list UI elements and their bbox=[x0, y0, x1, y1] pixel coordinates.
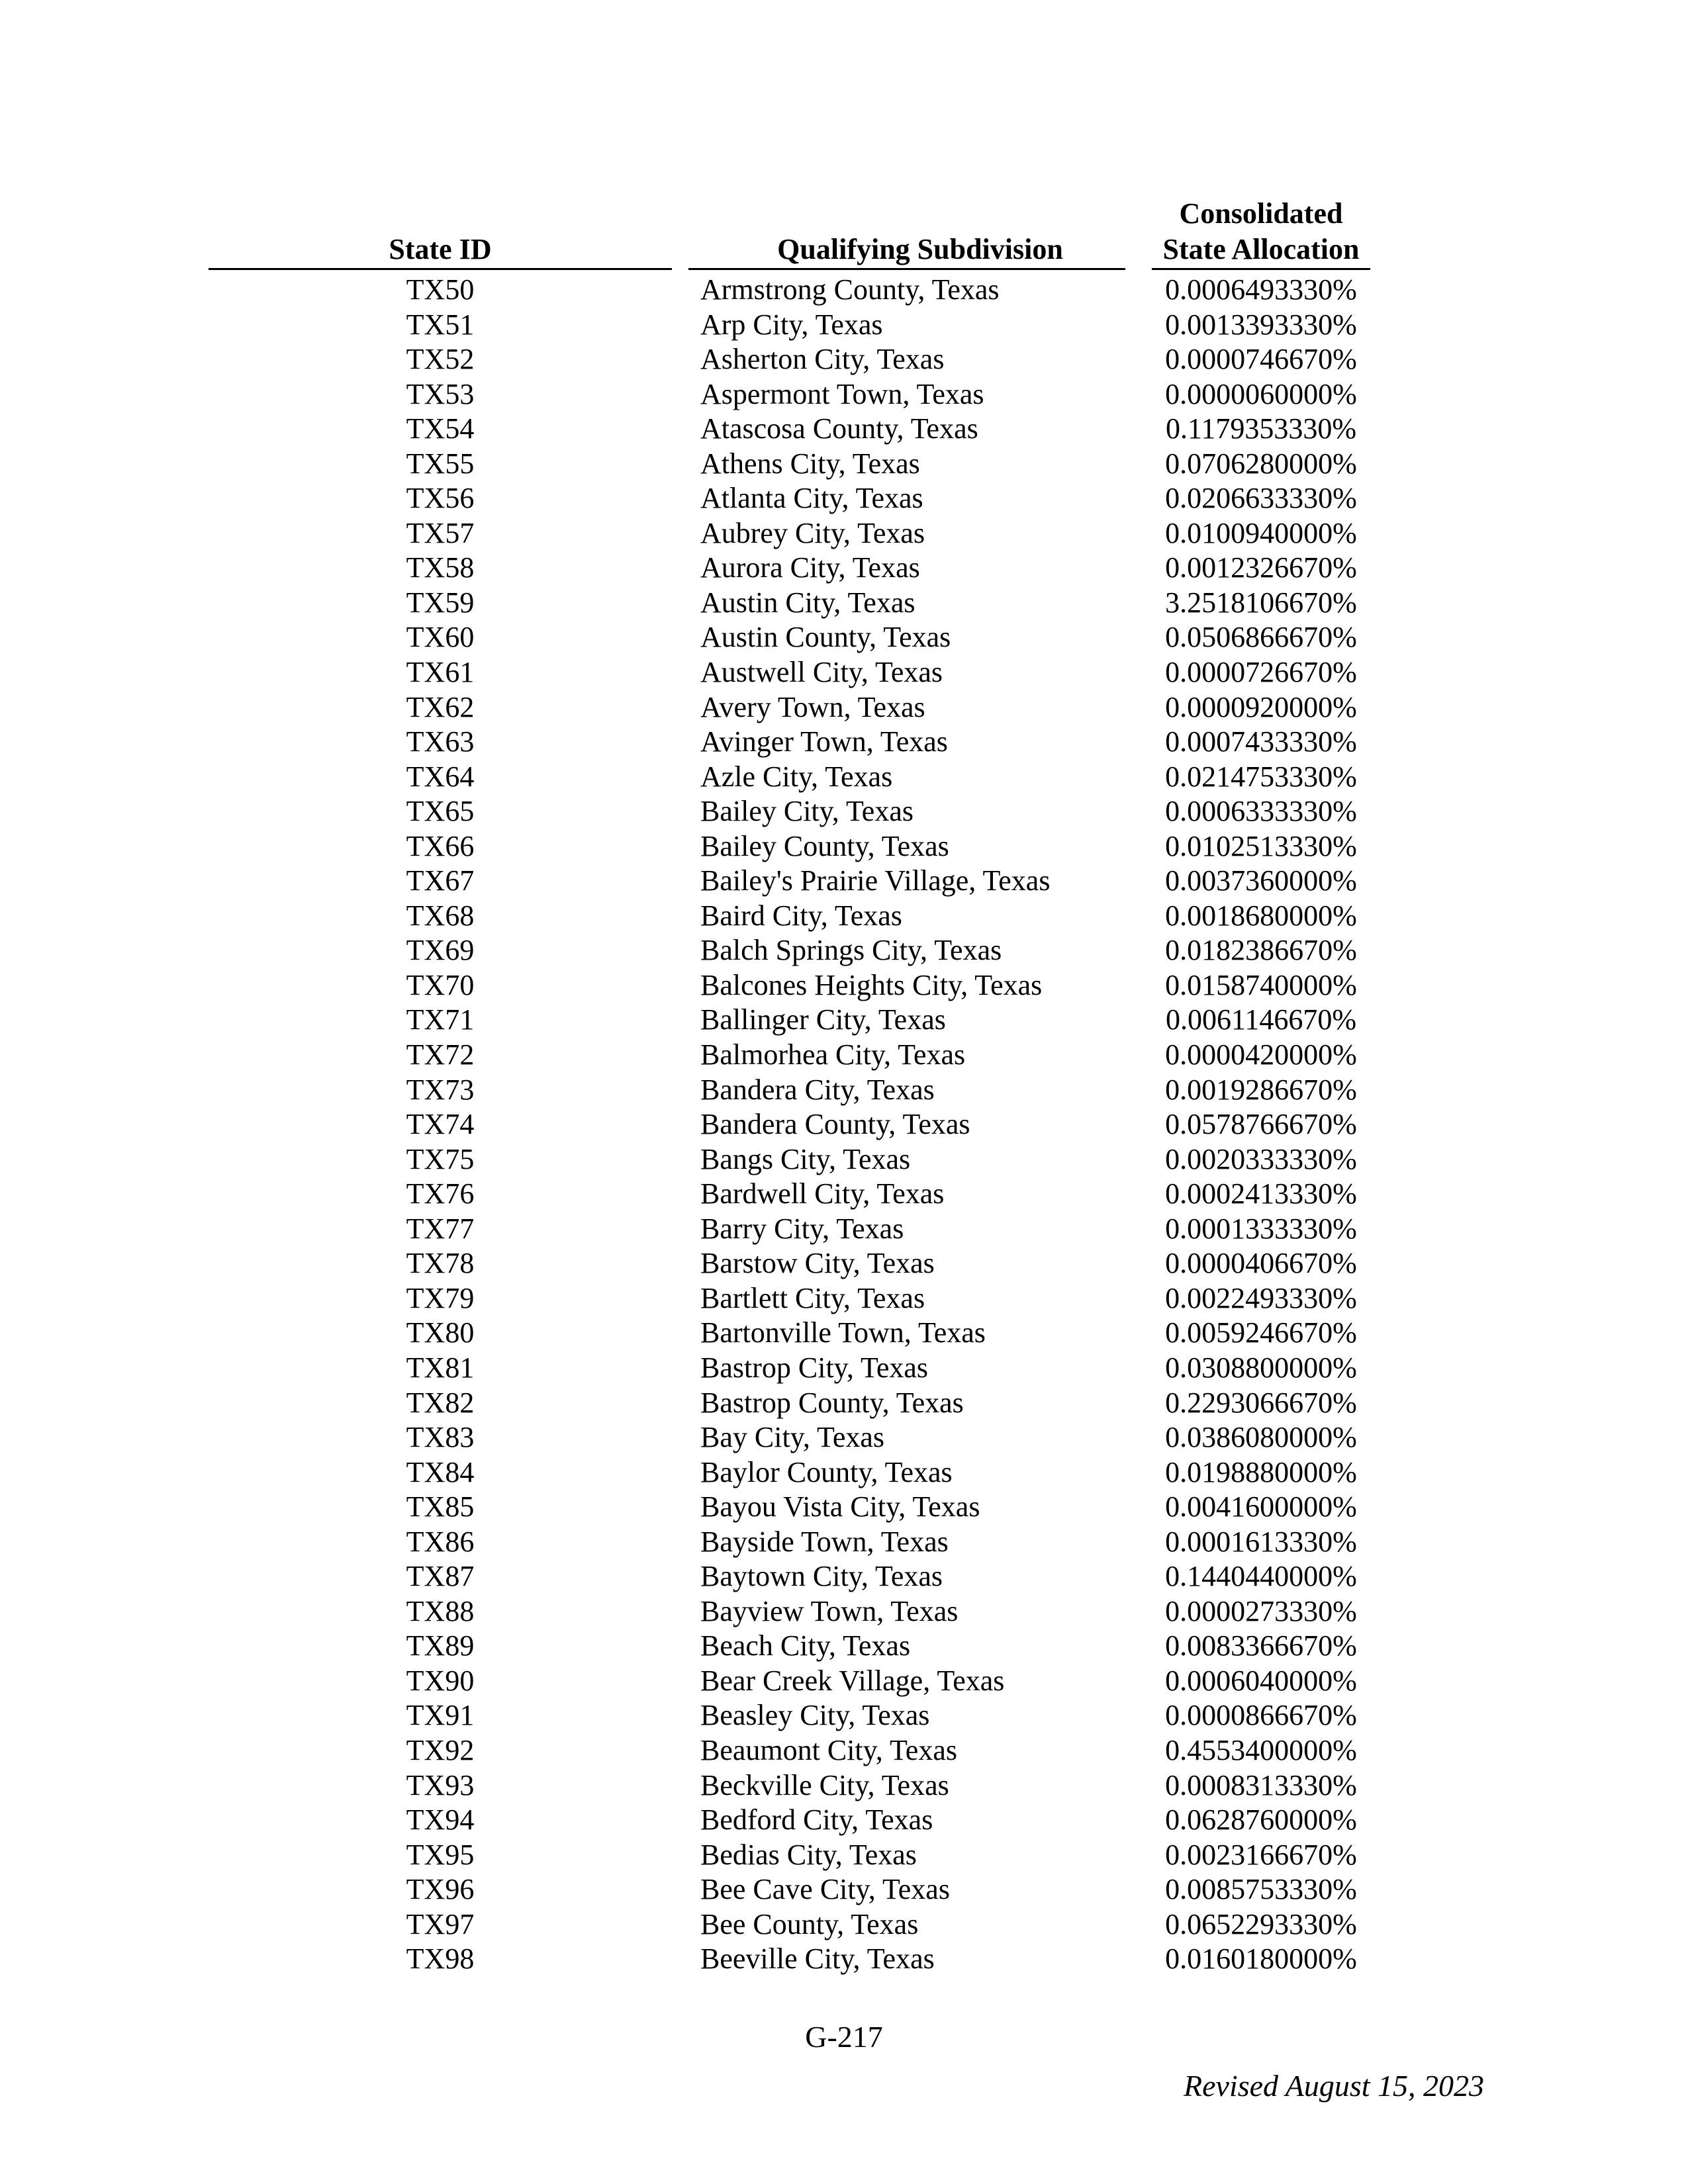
subdivision-cell: Atlanta City, Texas bbox=[700, 482, 923, 515]
header-rule-subdivision bbox=[688, 268, 1125, 270]
subdivision-cell: Beaumont City, Texas bbox=[700, 1733, 957, 1766]
table-row bbox=[0, 933, 1688, 968]
subdivision-cell: Bandera County, Texas bbox=[700, 1108, 970, 1141]
allocation-cell: 0.0023166670% bbox=[1165, 1838, 1357, 1871]
allocation-cell: 0.0182386670% bbox=[1165, 934, 1357, 967]
subdivision-cell: Atascosa County, Texas bbox=[700, 412, 978, 445]
allocation-cell: 0.0085753330% bbox=[1165, 1873, 1357, 1906]
table-row bbox=[0, 447, 1688, 482]
state-id-cell: TX71 bbox=[406, 1003, 475, 1036]
allocation-cell: 0.0013393330% bbox=[1165, 308, 1357, 341]
subdivision-cell: Beach City, Texas bbox=[700, 1629, 911, 1662]
allocation-cell: 0.0706280000% bbox=[1165, 447, 1357, 480]
table-row bbox=[0, 864, 1688, 899]
table-row bbox=[0, 1316, 1688, 1351]
subdivision-cell: Bardwell City, Texas bbox=[700, 1177, 945, 1210]
table-row bbox=[0, 1907, 1688, 1942]
state-id-cell: TX95 bbox=[406, 1838, 475, 1871]
allocation-cell: 0.0102513330% bbox=[1165, 829, 1357, 862]
allocation-cell: 0.0198880000% bbox=[1165, 1455, 1357, 1488]
state-id-cell: TX54 bbox=[406, 412, 475, 445]
state-id-cell: TX58 bbox=[406, 551, 475, 584]
allocation-cell: 0.0386080000% bbox=[1165, 1421, 1357, 1454]
subdivision-cell: Balcones Heights City, Texas bbox=[700, 968, 1043, 1001]
state-id-cell: TX82 bbox=[406, 1386, 475, 1419]
subdivision-cell: Beckville City, Texas bbox=[700, 1768, 949, 1801]
state-id-cell: TX85 bbox=[406, 1490, 475, 1524]
subdivision-cell: Bartonville Town, Texas bbox=[700, 1316, 986, 1349]
state-id-cell: TX69 bbox=[406, 934, 475, 967]
state-id-cell: TX92 bbox=[406, 1733, 475, 1766]
allocation-cell: 0.0000920000% bbox=[1165, 690, 1357, 723]
allocation-cell: 0.0158740000% bbox=[1165, 968, 1357, 1001]
table-row bbox=[0, 968, 1688, 1003]
state-id-cell: TX70 bbox=[406, 968, 475, 1001]
table-row bbox=[0, 481, 1688, 516]
table-row bbox=[0, 1003, 1688, 1038]
allocation-cell: 0.0061146670% bbox=[1165, 1003, 1357, 1036]
table-row bbox=[0, 1559, 1688, 1594]
table-row bbox=[0, 1107, 1688, 1142]
header-consolidated-state-allocation bbox=[1152, 196, 1370, 267]
subdivision-cell: Bee County, Texas bbox=[700, 1907, 919, 1940]
table-row bbox=[0, 1942, 1688, 1977]
allocation-cell: 0.0628760000% bbox=[1165, 1803, 1357, 1837]
state-id-cell: TX98 bbox=[406, 1942, 475, 1976]
table-row bbox=[0, 1698, 1688, 1733]
allocation-cell: 0.1179353330% bbox=[1165, 412, 1357, 445]
table-row bbox=[0, 412, 1688, 447]
table-row bbox=[0, 1525, 1688, 1560]
subdivision-cell: Bastrop County, Texas bbox=[700, 1386, 964, 1419]
state-id-cell: TX59 bbox=[406, 586, 475, 619]
table-row bbox=[0, 1768, 1688, 1803]
allocation-cell: 0.0012326670% bbox=[1165, 551, 1357, 584]
subdivision-cell: Aubrey City, Texas bbox=[700, 516, 925, 549]
allocation-cell: 0.0020333330% bbox=[1165, 1142, 1357, 1175]
allocation-cell: 0.0206633330% bbox=[1165, 482, 1357, 515]
subdivision-cell: Aurora City, Texas bbox=[700, 551, 920, 584]
state-id-cell: TX96 bbox=[406, 1873, 475, 1906]
table-row bbox=[0, 1351, 1688, 1386]
allocation-cell: 0.0652293330% bbox=[1165, 1907, 1357, 1940]
allocation-cell: 0.0000406670% bbox=[1165, 1247, 1357, 1280]
allocation-cell: 0.0037360000% bbox=[1165, 864, 1357, 897]
allocation-cell: 0.0022493330% bbox=[1165, 1281, 1357, 1314]
subdivision-cell: Athens City, Texas bbox=[700, 447, 920, 480]
state-id-cell: TX83 bbox=[406, 1421, 475, 1454]
state-id-cell: TX79 bbox=[406, 1281, 475, 1314]
state-id-cell: TX93 bbox=[406, 1768, 475, 1801]
subdivision-cell: Baylor County, Texas bbox=[700, 1455, 953, 1488]
table-row bbox=[0, 1281, 1688, 1316]
state-id-cell: TX84 bbox=[406, 1455, 475, 1488]
state-id-cell: TX57 bbox=[406, 516, 475, 549]
subdivision-cell: Asherton City, Texas bbox=[700, 343, 945, 376]
state-id-cell: TX68 bbox=[406, 899, 475, 932]
subdivision-cell: Bailey County, Texas bbox=[700, 829, 949, 862]
allocation-cell: 0.0000726670% bbox=[1165, 656, 1357, 689]
state-id-cell: TX81 bbox=[406, 1351, 475, 1384]
subdivision-cell: Bartlett City, Texas bbox=[700, 1281, 925, 1314]
subdivision-cell: Avinger Town, Texas bbox=[700, 725, 948, 758]
allocation-cell: 3.2518106670% bbox=[1165, 586, 1357, 619]
state-id-cell: TX76 bbox=[406, 1177, 475, 1210]
table-row bbox=[0, 1594, 1688, 1629]
subdivision-cell: Balch Springs City, Texas bbox=[700, 934, 1002, 967]
state-id-cell: TX50 bbox=[406, 273, 475, 306]
state-id-cell: TX72 bbox=[406, 1038, 475, 1071]
allocation-cell: 0.2293066670% bbox=[1165, 1386, 1357, 1419]
table-row bbox=[0, 725, 1688, 760]
state-id-cell: TX87 bbox=[406, 1560, 475, 1593]
subdivision-cell: Avery Town, Texas bbox=[700, 690, 925, 723]
state-id-cell: TX80 bbox=[406, 1316, 475, 1349]
table-row bbox=[0, 1073, 1688, 1108]
header-rule-allocation bbox=[1152, 268, 1370, 270]
allocation-table-body bbox=[0, 273, 1688, 1977]
subdivision-cell: Bastrop City, Texas bbox=[700, 1351, 929, 1384]
allocation-cell: 0.0018680000% bbox=[1165, 899, 1357, 932]
allocation-cell: 0.0308800000% bbox=[1165, 1351, 1357, 1384]
subdivision-cell: Armstrong County, Texas bbox=[700, 273, 1000, 306]
state-id-cell: TX51 bbox=[406, 308, 475, 341]
subdivision-cell: Bangs City, Texas bbox=[700, 1142, 911, 1175]
state-id-cell: TX86 bbox=[406, 1525, 475, 1558]
table-row bbox=[0, 586, 1688, 621]
subdivision-cell: Bayview Town, Texas bbox=[700, 1594, 959, 1627]
allocation-cell: 0.0008313330% bbox=[1165, 1768, 1357, 1801]
subdivision-cell: Bedford City, Texas bbox=[700, 1803, 933, 1837]
table-row bbox=[0, 1629, 1688, 1664]
table-row bbox=[0, 1872, 1688, 1907]
state-id-cell: TX89 bbox=[406, 1629, 475, 1662]
allocation-cell: 0.0578766670% bbox=[1165, 1108, 1357, 1141]
allocation-cell: 0.4553400000% bbox=[1165, 1733, 1357, 1766]
table-row bbox=[0, 1142, 1688, 1177]
subdivision-cell: Bailey City, Texas bbox=[700, 795, 914, 828]
allocation-cell: 0.0000866670% bbox=[1165, 1699, 1357, 1732]
subdivision-cell: Balmorhea City, Texas bbox=[700, 1038, 966, 1071]
subdivision-cell: Baird City, Texas bbox=[700, 899, 902, 932]
allocation-cell: 0.0001613330% bbox=[1165, 1525, 1357, 1558]
header-allocation-line2: State Allocation bbox=[1162, 233, 1360, 265]
subdivision-cell: Aspermont Town, Texas bbox=[700, 377, 984, 410]
allocation-cell: 0.0000746670% bbox=[1165, 343, 1357, 376]
state-id-cell: TX67 bbox=[406, 864, 475, 897]
subdivision-cell: Barstow City, Texas bbox=[700, 1247, 935, 1280]
allocation-cell: 0.0007433330% bbox=[1165, 725, 1357, 758]
allocation-cell: 0.0083366670% bbox=[1165, 1629, 1357, 1662]
state-id-cell: TX64 bbox=[406, 760, 475, 793]
table-row bbox=[0, 273, 1688, 308]
state-id-cell: TX62 bbox=[406, 690, 475, 723]
subdivision-cell: Barry City, Texas bbox=[700, 1212, 904, 1245]
table-row bbox=[0, 690, 1688, 725]
subdivision-cell: Bee Cave City, Texas bbox=[700, 1873, 950, 1906]
state-id-cell: TX52 bbox=[406, 343, 475, 376]
state-id-cell: TX74 bbox=[406, 1108, 475, 1141]
subdivision-cell: Bandera City, Texas bbox=[700, 1073, 935, 1106]
table-row bbox=[0, 620, 1688, 655]
allocation-cell: 0.0019286670% bbox=[1165, 1073, 1357, 1106]
table-row bbox=[0, 1038, 1688, 1073]
allocation-cell: 0.0000273330% bbox=[1165, 1594, 1357, 1627]
state-id-cell: TX61 bbox=[406, 656, 475, 689]
subdivision-cell: Austin County, Texas bbox=[700, 621, 951, 654]
header-allocation-line1: Consolidated bbox=[1179, 197, 1343, 230]
allocation-cell: 0.0214753330% bbox=[1165, 760, 1357, 793]
table-row bbox=[0, 1455, 1688, 1490]
table-row bbox=[0, 342, 1688, 377]
allocation-cell: 0.0160180000% bbox=[1165, 1942, 1357, 1976]
allocation-cell: 0.0001333330% bbox=[1165, 1212, 1357, 1245]
allocation-cell: 0.1440440000% bbox=[1165, 1560, 1357, 1593]
subdivision-cell: Ballinger City, Texas bbox=[700, 1003, 946, 1036]
table-row bbox=[0, 1733, 1688, 1768]
header-qualifying-subdivision: Qualifying Subdivision bbox=[777, 233, 1063, 265]
subdivision-cell: Bay City, Texas bbox=[700, 1421, 885, 1454]
allocation-cell: 0.0059246670% bbox=[1165, 1316, 1357, 1349]
subdivision-cell: Beeville City, Texas bbox=[700, 1942, 935, 1976]
header-rule-state-id bbox=[209, 268, 672, 270]
state-id-cell: TX55 bbox=[406, 447, 475, 480]
state-id-cell: TX90 bbox=[406, 1664, 475, 1697]
table-row bbox=[0, 377, 1688, 412]
state-id-cell: TX66 bbox=[406, 829, 475, 862]
table-row bbox=[0, 760, 1688, 795]
state-id-cell: TX75 bbox=[406, 1142, 475, 1175]
table-row bbox=[0, 551, 1688, 586]
state-id-cell: TX97 bbox=[406, 1907, 475, 1940]
table-row bbox=[0, 1803, 1688, 1838]
state-id-cell: TX73 bbox=[406, 1073, 475, 1106]
header-state-id: State ID bbox=[389, 233, 492, 265]
table-row bbox=[0, 1664, 1688, 1699]
allocation-cell: 0.0006493330% bbox=[1165, 273, 1357, 306]
subdivision-cell: Azle City, Texas bbox=[700, 760, 893, 793]
allocation-cell: 0.0002413330% bbox=[1165, 1177, 1357, 1210]
state-id-cell: TX63 bbox=[406, 725, 475, 758]
state-id-cell: TX88 bbox=[406, 1594, 475, 1627]
table-row bbox=[0, 829, 1688, 864]
subdivision-cell: Austin City, Texas bbox=[700, 586, 915, 619]
allocation-cell: 0.0006333330% bbox=[1165, 795, 1357, 828]
table-row bbox=[0, 1420, 1688, 1455]
state-id-cell: TX60 bbox=[406, 621, 475, 654]
state-id-cell: TX78 bbox=[406, 1247, 475, 1280]
subdivision-cell: Beasley City, Texas bbox=[700, 1699, 930, 1732]
subdivision-cell: Bear Creek Village, Texas bbox=[700, 1664, 1005, 1697]
table-row bbox=[0, 1212, 1688, 1247]
subdivision-cell: Bailey's Prairie Village, Texas bbox=[700, 864, 1051, 897]
allocation-cell: 0.0100940000% bbox=[1165, 516, 1357, 549]
table-row bbox=[0, 516, 1688, 551]
revised-date: Revised August 15, 2023 bbox=[1184, 2069, 1484, 2103]
state-id-cell: TX91 bbox=[406, 1699, 475, 1732]
table-row bbox=[0, 899, 1688, 934]
allocation-cell: 0.0506866670% bbox=[1165, 621, 1357, 654]
table-row bbox=[0, 308, 1688, 343]
state-id-cell: TX94 bbox=[406, 1803, 475, 1837]
table-row bbox=[0, 1386, 1688, 1421]
table-row bbox=[0, 794, 1688, 829]
subdivision-cell: Bedias City, Texas bbox=[700, 1838, 917, 1871]
table-row bbox=[0, 1177, 1688, 1212]
state-id-cell: TX53 bbox=[406, 377, 475, 410]
page-number: G-217 bbox=[805, 2020, 883, 2054]
subdivision-cell: Baytown City, Texas bbox=[700, 1560, 943, 1593]
state-id-cell: TX56 bbox=[406, 482, 475, 515]
table-row bbox=[0, 655, 1688, 690]
allocation-cell: 0.0000060000% bbox=[1165, 377, 1357, 410]
table-row bbox=[0, 1490, 1688, 1525]
subdivision-cell: Bayou Vista City, Texas bbox=[700, 1490, 980, 1524]
allocation-cell: 0.0000420000% bbox=[1165, 1038, 1357, 1071]
state-id-cell: TX65 bbox=[406, 795, 475, 828]
table-row bbox=[0, 1838, 1688, 1873]
table-row bbox=[0, 1246, 1688, 1281]
subdivision-cell: Austwell City, Texas bbox=[700, 656, 943, 689]
subdivision-cell: Bayside Town, Texas bbox=[700, 1525, 949, 1558]
allocation-cell: 0.0041600000% bbox=[1165, 1490, 1357, 1524]
allocation-cell: 0.0006040000% bbox=[1165, 1664, 1357, 1697]
subdivision-cell: Arp City, Texas bbox=[700, 308, 883, 341]
state-id-cell: TX77 bbox=[406, 1212, 475, 1245]
